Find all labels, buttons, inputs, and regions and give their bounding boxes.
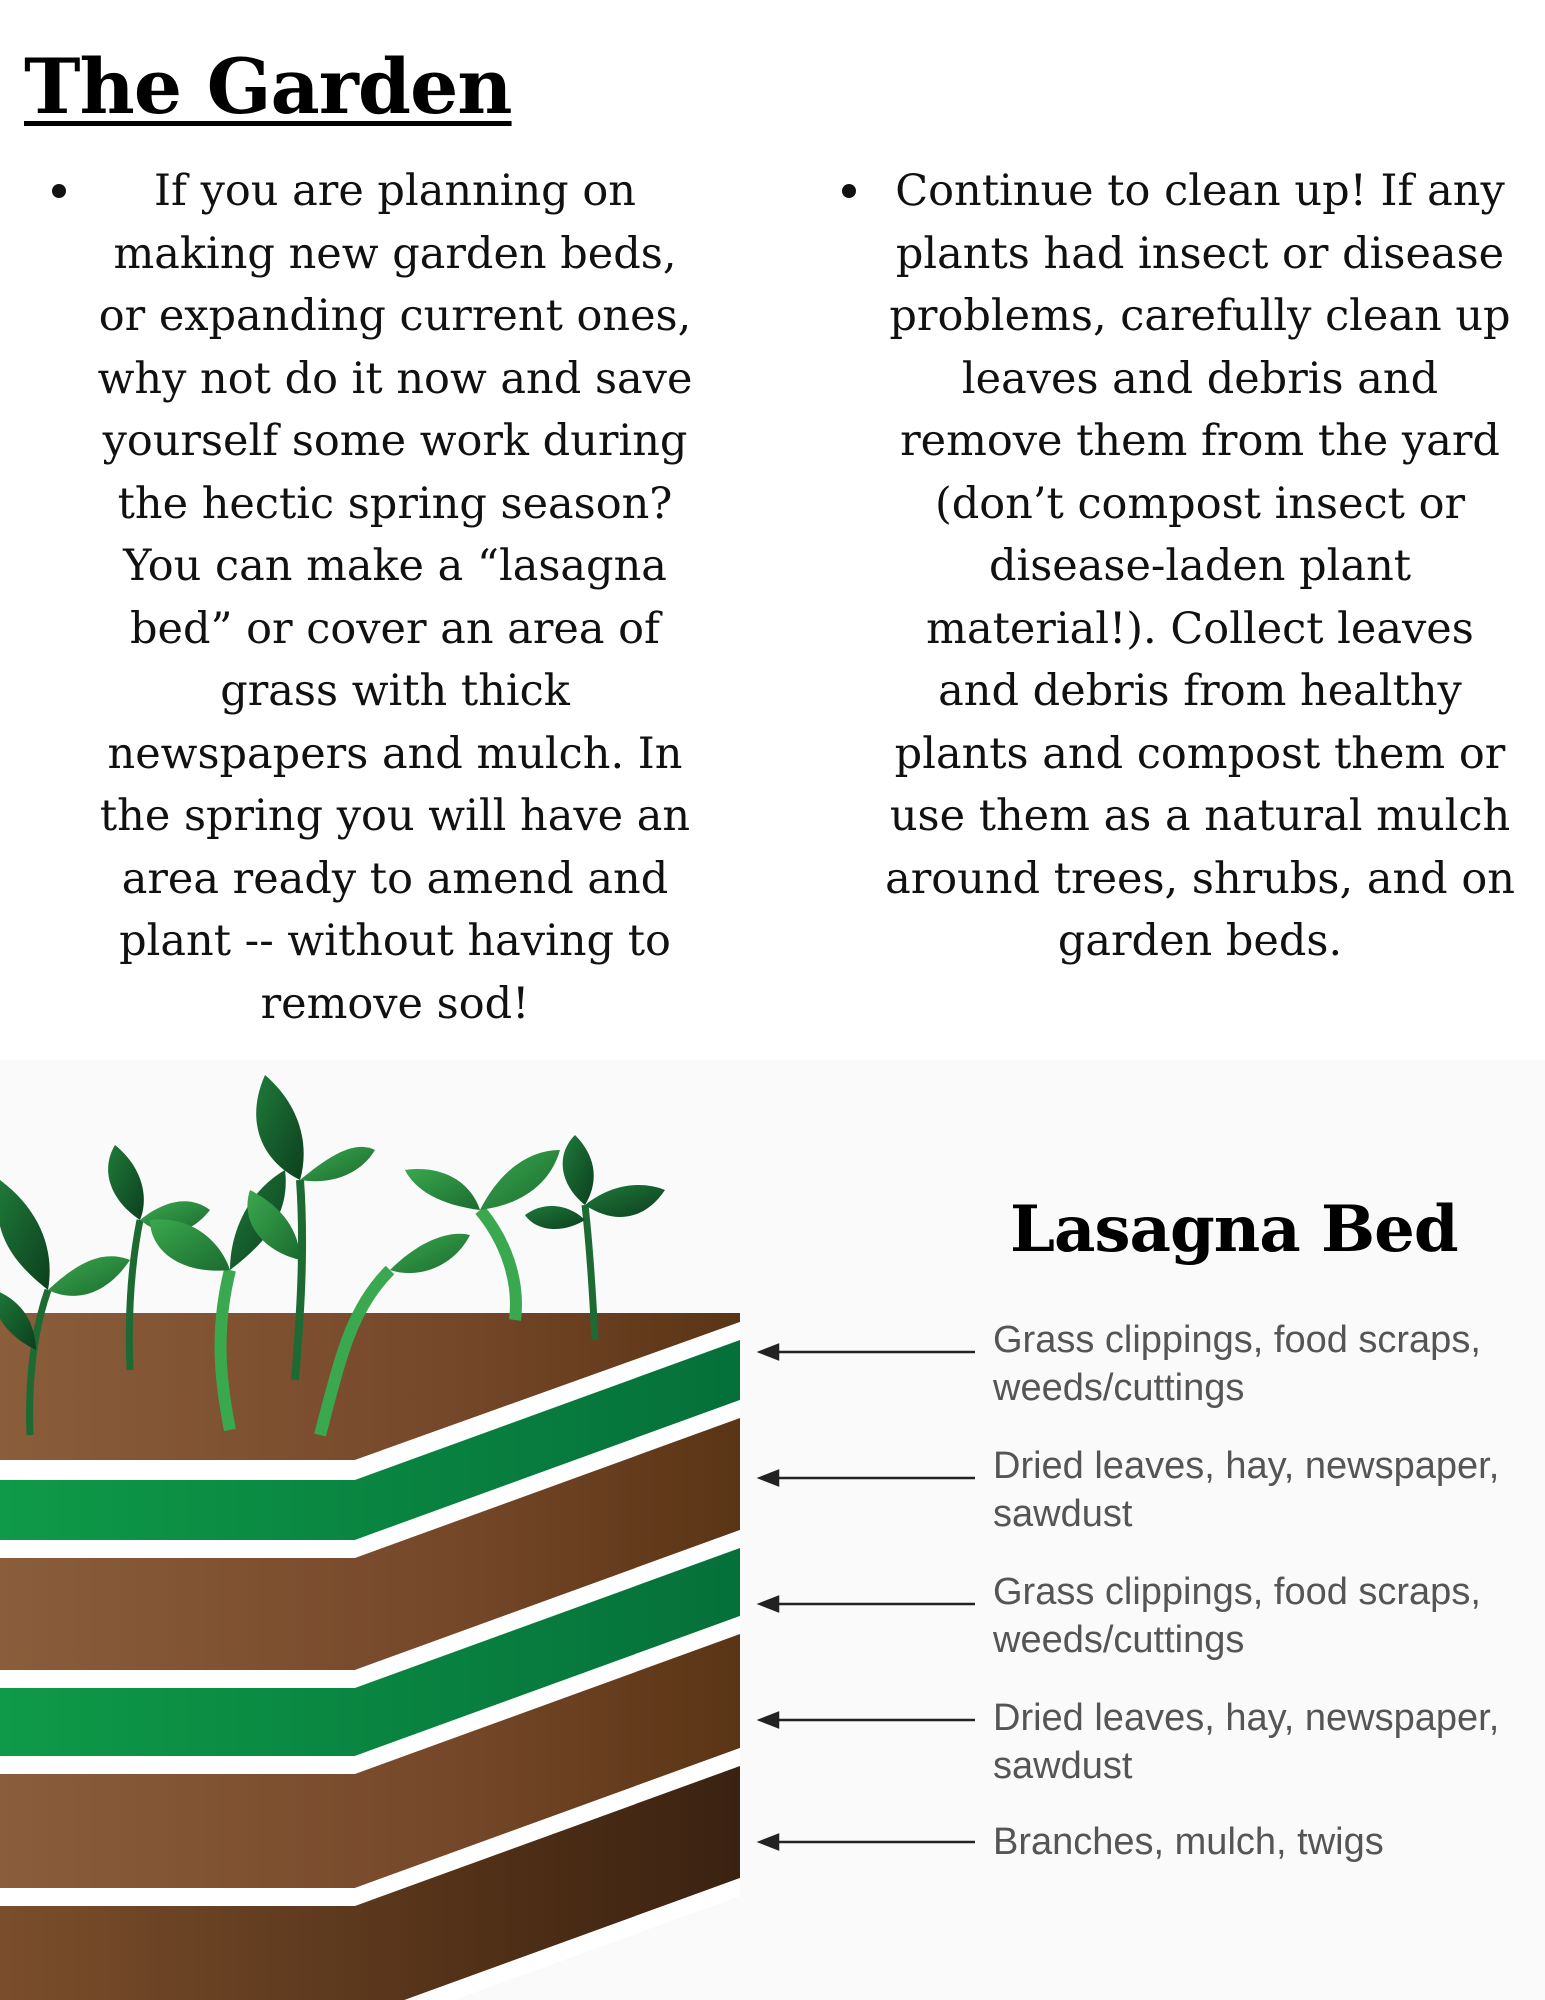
layer-label-line: Branches, mulch, twigs: [993, 1821, 1384, 1863]
layer-label-line: Grass clippings, food scraps,: [993, 1319, 1481, 1361]
layer-label-line: Dried leaves, hay, newspaper,: [993, 1445, 1500, 1487]
layer-label-3: [993, 1568, 1533, 1664]
layer-label-5: [993, 1818, 1533, 1866]
bullet-column-right: [820, 160, 1515, 973]
layer-label-4: [993, 1694, 1533, 1790]
arrow-layer-4: [760, 1713, 975, 1727]
layer-label-1: [993, 1316, 1533, 1412]
arrow-layer-3: [760, 1597, 975, 1611]
layer-label-line: Dried leaves, hay, newspaper,: [993, 1697, 1500, 1739]
layer-label-line: weeds/cuttings: [993, 1619, 1245, 1661]
layer-label-line: weeds/cuttings: [993, 1367, 1245, 1409]
bullet-text-clean-up: Continue to clean up! If any plants had insect or disease problems, carefully clean up leaves and debris and remove them from the yard (don’t compost insect or disease-laden plant material!). Collect leaves and debris from healthy plants and compost them or use them as a natural mulch around trees, shrubs, and on garden beds.: [885, 166, 1515, 966]
layer-label-line: sawdust: [993, 1493, 1133, 1535]
arrow-layer-1: [760, 1345, 975, 1359]
page-title: The Garden: [24, 42, 512, 131]
arrow-layer-2: [760, 1471, 975, 1485]
layer-label-2: [993, 1442, 1533, 1538]
bullet-dot: [52, 184, 66, 198]
layer-label-line: sawdust: [993, 1745, 1133, 1787]
diagram-title: Lasagna Bed: [1010, 1192, 1458, 1267]
bullet-dot: [842, 184, 856, 198]
arrow-layer-5: [760, 1835, 975, 1849]
bullet-column-left: [30, 160, 693, 1035]
layer-label-line: Grass clippings, food scraps,: [993, 1571, 1481, 1613]
bullet-text-new-beds: If you are planning on making new garden beds, or expanding current ones, why not do it now and save yourself some work during the hectic spring season? You can make a “lasagna bed” or cover an area of grass with thick newspapers and mulch. In the spring you will have an area ready to amend and plant -- without having to remove sod!: [97, 166, 693, 1029]
